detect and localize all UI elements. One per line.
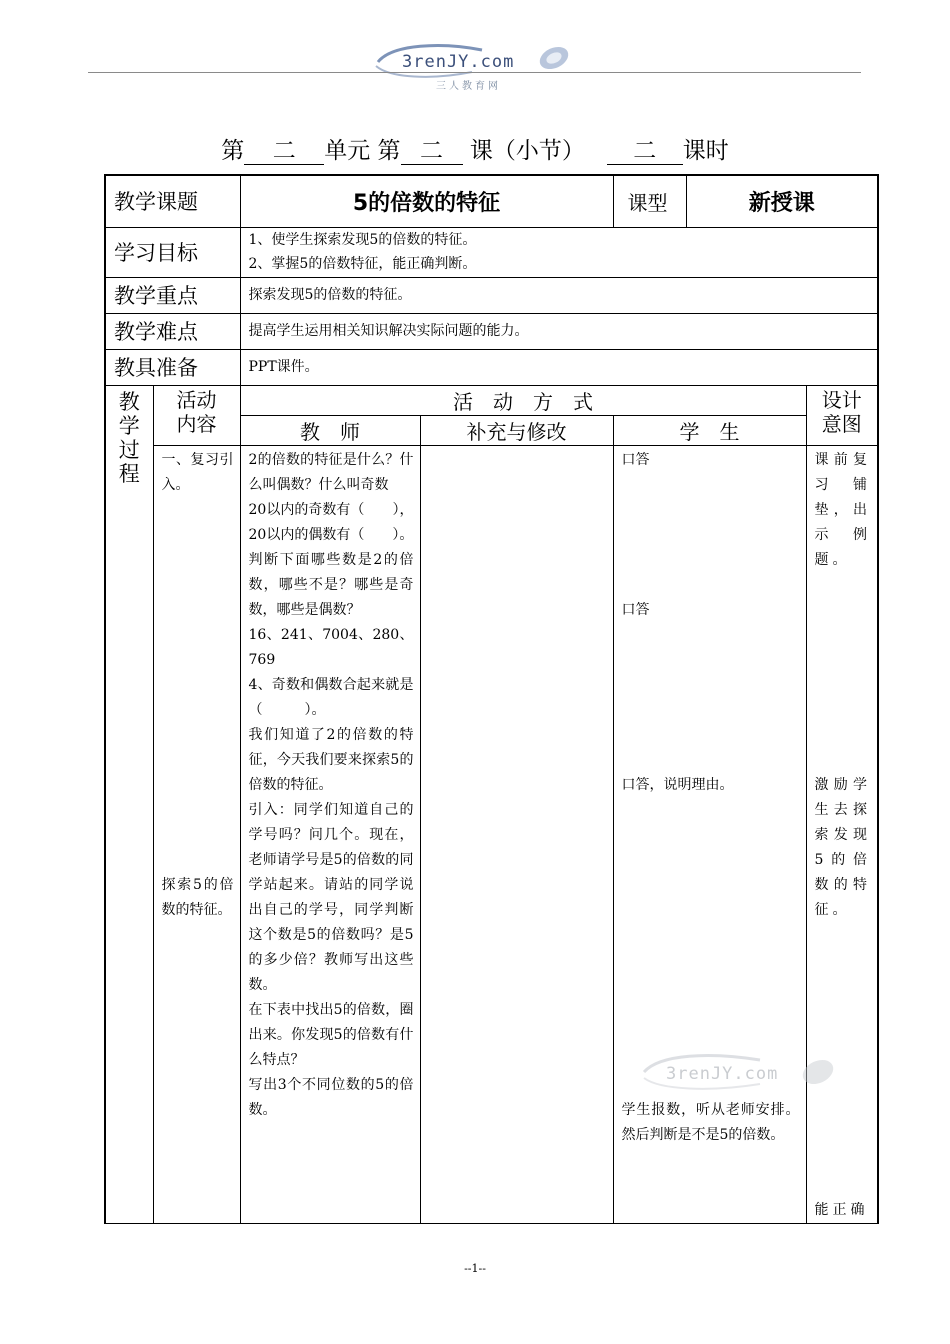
activity-explore: 探索5的倍数的特征。 (161, 876, 234, 918)
period-number: 二 (607, 138, 683, 165)
activity-cell (153, 445, 240, 1223)
watermark-logo (640, 1050, 840, 1096)
design-note: 课前复习铺垫，出示例题。 (814, 451, 872, 568)
teacher-line: 判断下面哪些数是2的倍数，哪些不是？哪些是奇数，哪些是偶数？ (248, 551, 414, 618)
lesson-number: 二 (401, 138, 463, 165)
teacher-line: 16、241、7004、280、769 (248, 626, 414, 668)
title-period-text: 课时 (682, 138, 729, 164)
student-answer: 学生报数，听从老师安排。然后判断是不是5的倍数。 (621, 1101, 800, 1143)
goal-item: 2、掌握5的倍数特征，能正确判断。 (248, 256, 477, 272)
design-cell (806, 445, 878, 1223)
key-value: 探索发现5的倍数的特征。 (240, 277, 878, 313)
type-label: 课型 (613, 175, 686, 227)
title-unit-text: 单元 第 (324, 138, 401, 164)
topic-value: 5的倍数的特征 (240, 175, 613, 227)
difficulty-label: 教学难点 (105, 313, 240, 349)
unit-number: 二 (244, 138, 324, 165)
topic-label: 教学课题 (105, 175, 240, 227)
teacher-line: 写出3个不同位数的5的倍数。 (248, 1076, 414, 1118)
page-title (0, 132, 950, 165)
title-lesson-text: 课（小节） (469, 138, 585, 164)
teacher-header: 教 师 (240, 415, 420, 445)
header-divider (88, 72, 861, 73)
supplement-header: 补充与修改 (420, 415, 613, 445)
student-answer: 口答 (621, 601, 650, 618)
teacher-line: 20以内的奇数有（ ），20以内的偶数有（ ）。 (248, 501, 414, 543)
logo-text: 3renJY.com (402, 52, 515, 72)
process-label: 教学过程 (105, 385, 153, 1223)
logo-subtitle: 三人教育网 (436, 81, 501, 92)
goals-label: 学习目标 (105, 227, 240, 277)
teacher-line: 在下表中找出5的倍数，圈出来。你发现5的倍数有什么特点？ (248, 1001, 414, 1068)
student-answer: 口答 (621, 451, 650, 468)
design-note: 能正确 (814, 1201, 869, 1218)
supplement-cell (420, 445, 613, 1223)
design-header: 设计意图 (806, 385, 878, 445)
page-header (0, 0, 950, 110)
activity-header: 活动内容 (153, 385, 240, 445)
watermark-text: 3renJY.com (666, 1064, 779, 1084)
title-prefix: 第 (221, 138, 245, 164)
student-answer: 口答，说明理由。 (621, 776, 734, 793)
teacher-line: 2的倍数的特征是什么？什么叫偶数？什么叫奇数 (248, 451, 414, 493)
activity-review: 一、复习引入。 (161, 451, 234, 493)
teacher-line: 引入：同学们知道自己的学号吗？问几个。现在，老师请学号是5的倍数的同学站起来。请站的同学说出自己的学号，同学判断这个数是5的倍数吗？是5的多少倍？教师写出这些数。 (248, 801, 414, 993)
key-label: 教学重点 (105, 277, 240, 313)
teacher-cell (240, 445, 420, 1223)
goals-value (240, 227, 878, 277)
teacher-line: 4、奇数和偶数合起来就是（ ）。 (248, 676, 414, 718)
tools-label: 教具准备 (105, 349, 240, 385)
mode-header: 活 动 方 式 (240, 385, 806, 415)
type-value: 新授课 (686, 175, 878, 227)
tools-value: PPT课件。 (240, 349, 878, 385)
teacher-line: 我们知道了2的倍数的特征，今天我们要来探索5的倍数的特征。 (248, 726, 414, 793)
student-header: 学 生 (613, 415, 806, 445)
design-note: 激励学生去探索发现5的倍数的特征。 (814, 776, 872, 918)
difficulty-value: 提高学生运用相关知识解决实际问题的能力。 (240, 313, 878, 349)
page-number: --1-- (464, 1262, 486, 1275)
goal-item: 1、使学生探索发现5的倍数的特征。 (248, 232, 477, 248)
student-cell (613, 445, 806, 1223)
site-logo (372, 40, 572, 94)
